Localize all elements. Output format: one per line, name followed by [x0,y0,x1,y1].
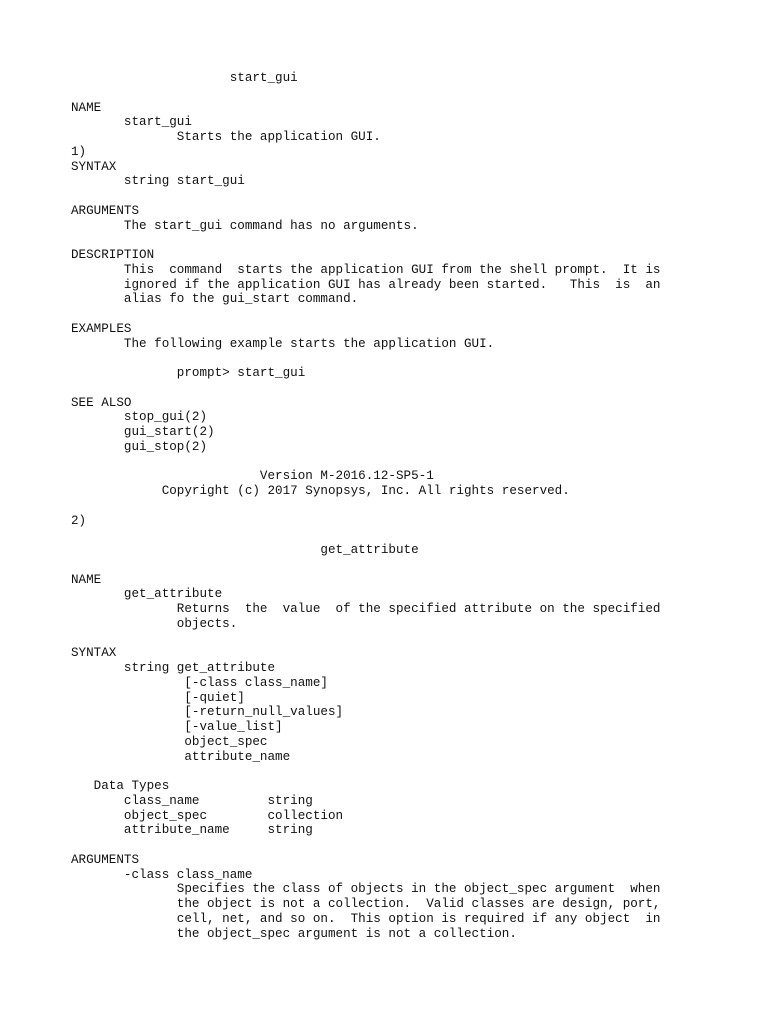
document-line [71,455,660,470]
document-line [71,381,660,396]
document-line: NAME [71,100,102,115]
document-line: 2) [71,513,87,528]
document-line: [-return_null_values] [71,705,344,720]
document-line: Data Types [71,779,170,793]
document-line [71,632,660,647]
document-line: string start_gui [71,174,245,189]
document-line: The start_gui command has no arguments. [71,218,419,233]
document-line [71,528,660,543]
document-line: get_attribute [71,587,223,602]
document-line: gui_stop(2) [71,439,208,454]
document-line: Version M-2016.12-SP5-1 [71,469,434,484]
document-line [71,558,660,573]
document-line: ARGUMENTS [71,203,140,218]
document-line: cell, net, and so on. This option is required if any object in [71,911,661,926]
document-line: ARGUMENTS [71,852,140,867]
man-page-document [71,71,660,941]
document-line: Copyright (c) 2017 Synopsys, Inc. All rights reserved. [71,484,570,498]
document-line: [-value_list] [71,720,283,734]
document-line: the object is not a collection. Valid classes are design, port, [71,897,661,911]
document-line: object_spec collection [71,808,344,823]
document-line: start_gui [71,71,298,85]
document-line [71,499,660,514]
document-line: SYNTAX [71,159,117,174]
document-line: [-class class_name] [71,675,328,690]
document-line: NAME [71,572,102,587]
document-line: Starts the application GUI. [71,130,381,144]
document-line: Returns the value of the specified attribute on the specified [71,602,661,616]
document-line: This command starts the application GUI from the shell prompt. It is [71,262,661,277]
document-line: Specifies the class of objects in the object_spec argument when [71,882,661,897]
document-line: stop_gui(2) [71,410,208,425]
document-line: EXAMPLES [71,321,132,336]
document-line: start_gui [71,115,192,130]
document-line: SYNTAX [71,646,117,661]
document-line: 1) [71,144,87,159]
document-line: class_name string [71,793,313,808]
document-line: -class class_name [71,867,253,882]
document-line: [-quiet] [71,690,245,705]
document-line: attribute_name [71,749,291,764]
document-line: The following example starts the application GUI. [71,336,495,351]
document-line: gui_start(2) [71,425,215,439]
document-line: string get_attribute [71,661,276,675]
document-line: the object_spec argument is not a collection. [71,926,517,941]
document-line [71,838,660,853]
document-line: SEE ALSO [71,395,132,410]
document-line [71,351,660,366]
document-line: object_spec [71,734,268,749]
document-line [71,86,660,101]
document-line: alias fo the gui_start command. [71,292,359,307]
document-line: prompt> start_gui [71,366,306,380]
document-line: attribute_name string [71,823,313,838]
document-line: ignored if the application GUI has already been started. This is an [71,277,661,292]
document-line: get_attribute [71,543,419,557]
document-line [71,307,660,322]
document-line [71,189,660,204]
document-line: objects. [71,616,238,631]
document-line [71,233,660,248]
document-line [71,764,660,779]
document-line: DESCRIPTION [71,248,155,262]
